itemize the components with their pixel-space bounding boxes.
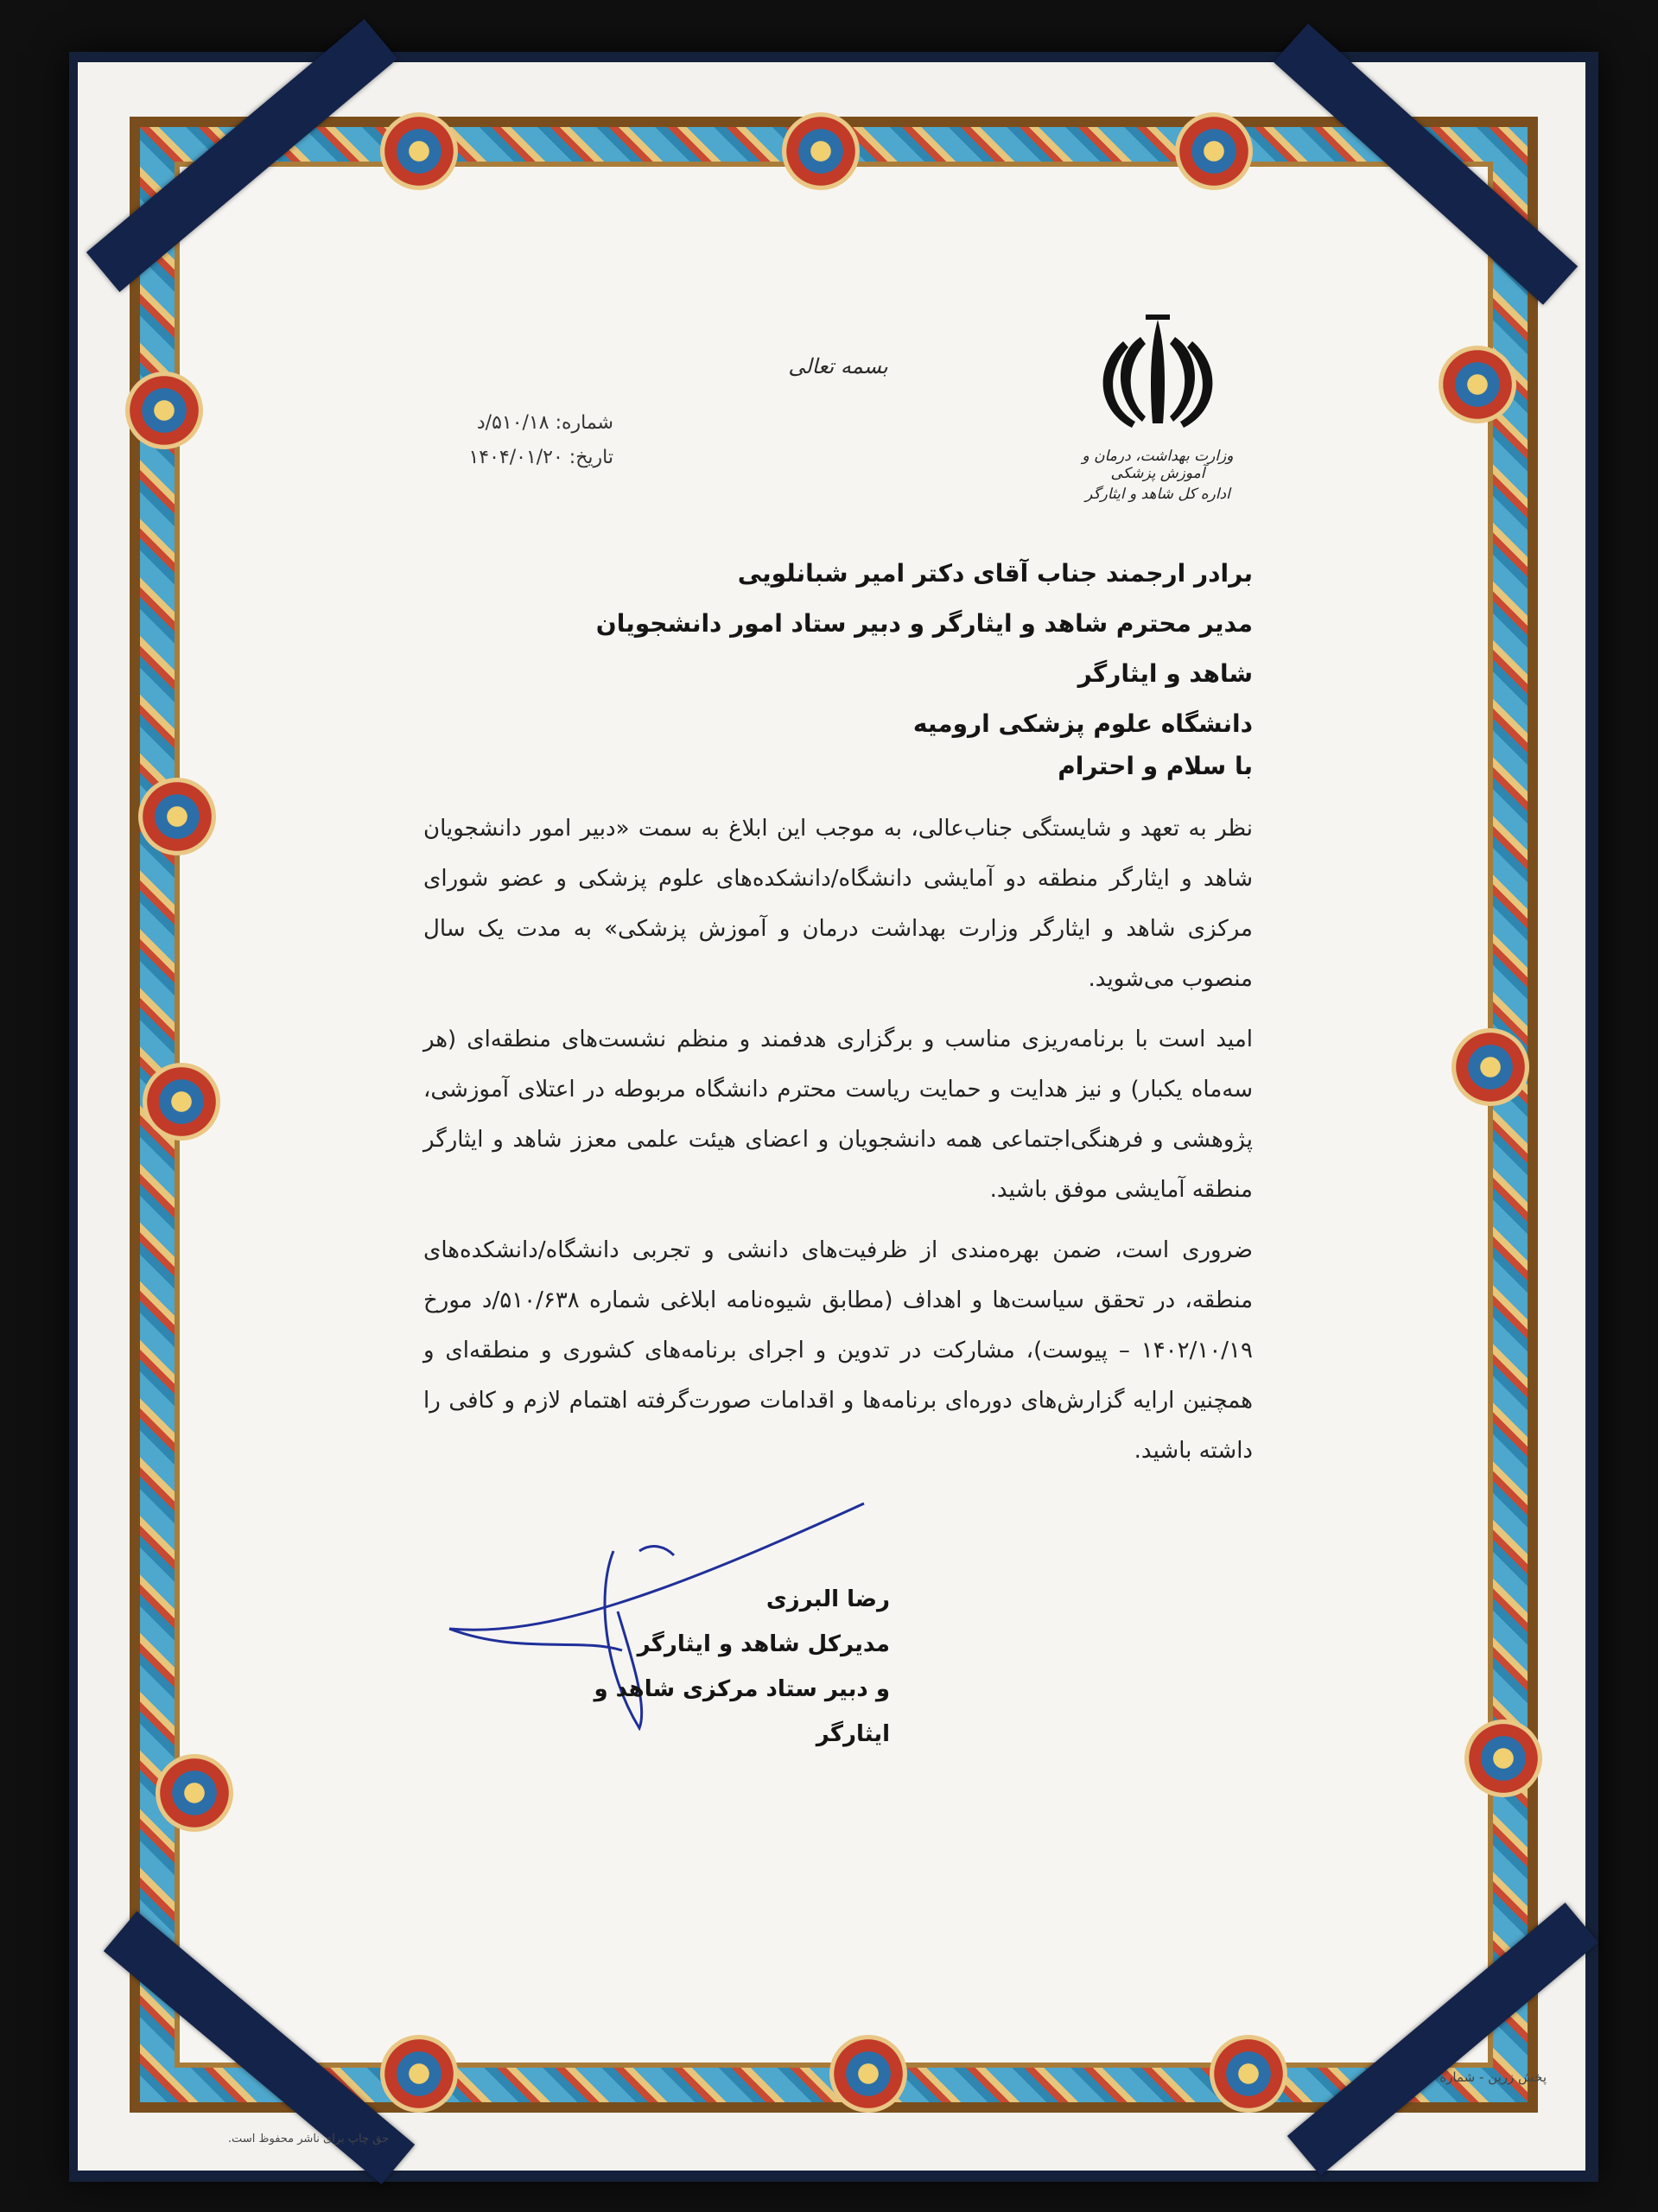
border-medallion-icon <box>829 2035 907 2113</box>
border-medallion-icon <box>1464 1719 1542 1797</box>
border-medallion-icon <box>143 1063 220 1141</box>
body-paragraph: نظر به تعهد و شایستگی جناب‌عالی، به موجب این ابلاغ به سمت «دبیر امور دانشجویان شاهد و ایثارگر منطقه دو آمایشی دانشگاه/دانشکده‌های علوم پزشکی و عضو شورای مرکزی شاهد و ایثارگر وزارت بهداشت درمان و آموزش پزشکی» به مدت یک سال منصوب می‌شوید. <box>423 816 1253 992</box>
addressee-line: برادر ارجمند جناب آقای دکتر امیر شبانلویی <box>737 559 1253 588</box>
border-medallion-icon <box>1452 1028 1529 1106</box>
reference-block <box>423 406 613 475</box>
body-paragraph: امید است با برنامه‌ریزی مناسب و برگزاری هدفمند و منظم نشست‌های منطقه‌ای (هر سه‌ماه یکبار) و نیز هدایت و حمایت ریاست محترم دانشگاه مربوطه در اعتلای آموزشی، پژوهشی و فرهنگی‌اجتماعی همه دانشجویان و اعضای هیئت علمی معزز شاهد و ایثارگر منطقه آمایشی موفق باشید. <box>423 1027 1253 1203</box>
signatory-title: مدیرکل شاهد و ایثارگر <box>637 1631 890 1657</box>
border-medallion-icon <box>156 1754 233 1832</box>
addressee-block <box>553 549 1253 749</box>
border-medallion-icon <box>380 2035 458 2113</box>
ministry-name: وزارت بهداشت، درمان و آموزش پزشکی <box>1082 448 1234 482</box>
signatory-title: و دبیر ستاد مرکزی شاهد و ایثارگر <box>594 1676 890 1747</box>
letterhead-emblem <box>1080 311 1236 503</box>
border-medallion-icon <box>380 112 458 190</box>
border-medallion-icon <box>1439 346 1516 423</box>
letter-number: شماره: ۵۱۰/۱۸/د <box>476 412 613 434</box>
body-paragraph: ضروری است، ضمن بهره‌مندی از ظرفیت‌های دانشی و تجربی دانشگاه/دانشکده‌های منطقه، در تحقق سیاست‌ها و اهداف (مطابق شیوه‌نامه ابلاغی شماره ۵۱۰/۶۳۸/د مورخ ۱۴۰۲/۱۰/۱۹ – پیوست)، مشارکت در تدوین و اجرای برنامه‌های کشوری و منطقه‌ای و همچنین ارایه گزارش‌های دوره‌ای برنامه‌ها و اقدامات صورت‌گرفته اهتمام لازم و کافی را داشته باشید. <box>423 1237 1253 1464</box>
publisher-footer: پخش زرین - شماره <box>1439 2069 1547 2085</box>
border-medallion-icon <box>138 778 216 855</box>
letter-date: تاریخ: ۱۴۰۴/۰۱/۲۰ <box>468 447 613 468</box>
department-name: اداره کل شاهد و ایثارگر <box>1085 486 1230 503</box>
border-medallion-icon <box>1210 2035 1287 2113</box>
signatory-block <box>536 1577 890 1757</box>
border-medallion-icon <box>1175 112 1253 190</box>
signatory-name: رضا البرزی <box>765 1586 890 1612</box>
letter-body <box>423 804 1253 1486</box>
addressee-line: مدیر محترم شاهد و ایثارگر و دبیر ستاد امور دانشجویان شاهد و ایثارگر <box>595 609 1253 688</box>
border-medallion-icon <box>125 372 203 449</box>
invocation: بسمه تعالی <box>788 354 888 378</box>
border-medallion-icon <box>782 112 860 190</box>
addressee-line: دانشگاه علوم پزشکی ارومیه <box>912 709 1253 738</box>
salutation: با سلام و احترام <box>1058 752 1253 780</box>
copyright-note: حق چاپ برای ناشر محفوظ است. <box>227 2133 389 2145</box>
iran-emblem-icon <box>1089 311 1227 441</box>
